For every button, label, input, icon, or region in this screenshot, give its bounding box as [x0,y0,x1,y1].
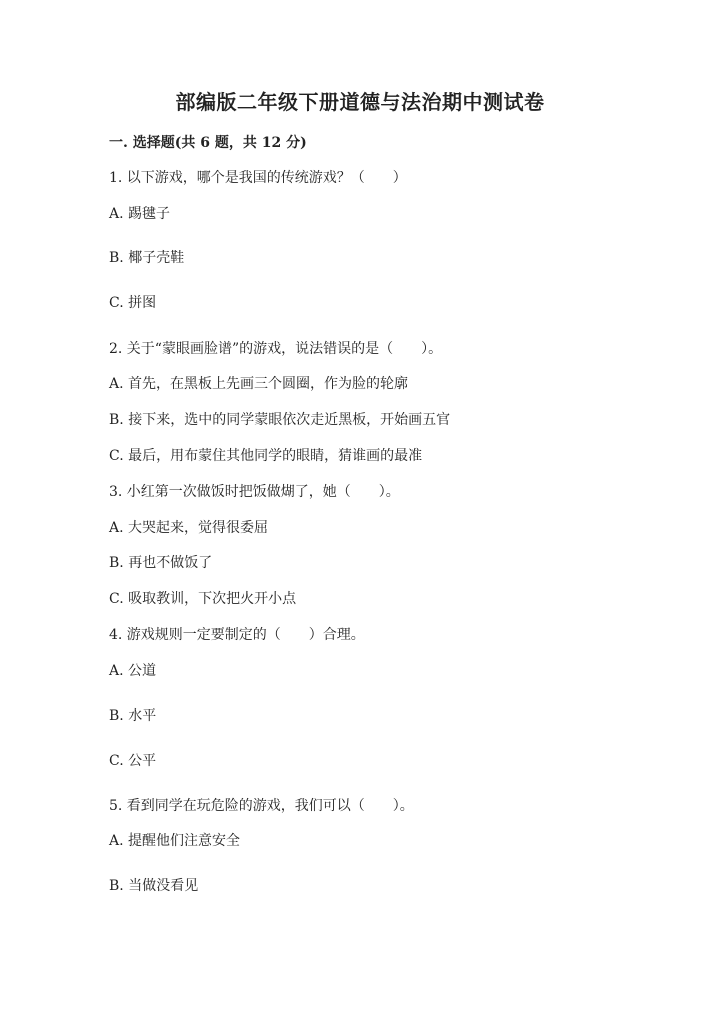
question-4: 4. 游戏规则一定要制定的（ ）合理。 [109,627,365,643]
option-4c: C. 公平 [109,753,157,769]
question-3: 3. 小红第一次做饭时把饭做煳了，她（ ）。 [109,484,400,500]
option-1b: B. 椰子壳鞋 [109,250,185,266]
option-2b: B. 接下来，选中的同学蒙眼依次走近黑板，开始画五官 [109,412,451,428]
option-4b: B. 水平 [109,708,157,724]
question-1: 1. 以下游戏，哪个是我国的传统游戏？（ ） [109,170,407,186]
section-heading: 一. 选择题(共 6 题，共 12 分) [109,135,307,151]
page-title: 部编版二年级下册道德与法治期中测试卷 [175,90,545,114]
option-1a: A. 踢毽子 [109,206,171,222]
option-3c: C. 吸取教训，下次把火开小点 [109,591,297,607]
option-1c: C. 拼图 [109,295,157,311]
option-5b: B. 当做没看见 [109,878,199,894]
option-3b: B. 再也不做饭了 [109,555,213,571]
option-4a: A. 公道 [109,663,157,679]
option-2c: C. 最后，用布蒙住其他同学的眼睛，猜谁画的最准 [109,448,423,464]
question-2: 2. 关于“蒙眼画脸谱”的游戏，说法错误的是（ ）。 [109,341,443,357]
option-3a: A. 大哭起来，觉得很委屈 [109,520,269,536]
question-5: 5. 看到同学在玩危险的游戏，我们可以（ ）。 [109,798,414,814]
option-5a: A. 提醒他们注意安全 [109,833,241,849]
option-2a: A. 首先，在黑板上先画三个圆圈，作为脸的轮廓 [109,376,409,392]
